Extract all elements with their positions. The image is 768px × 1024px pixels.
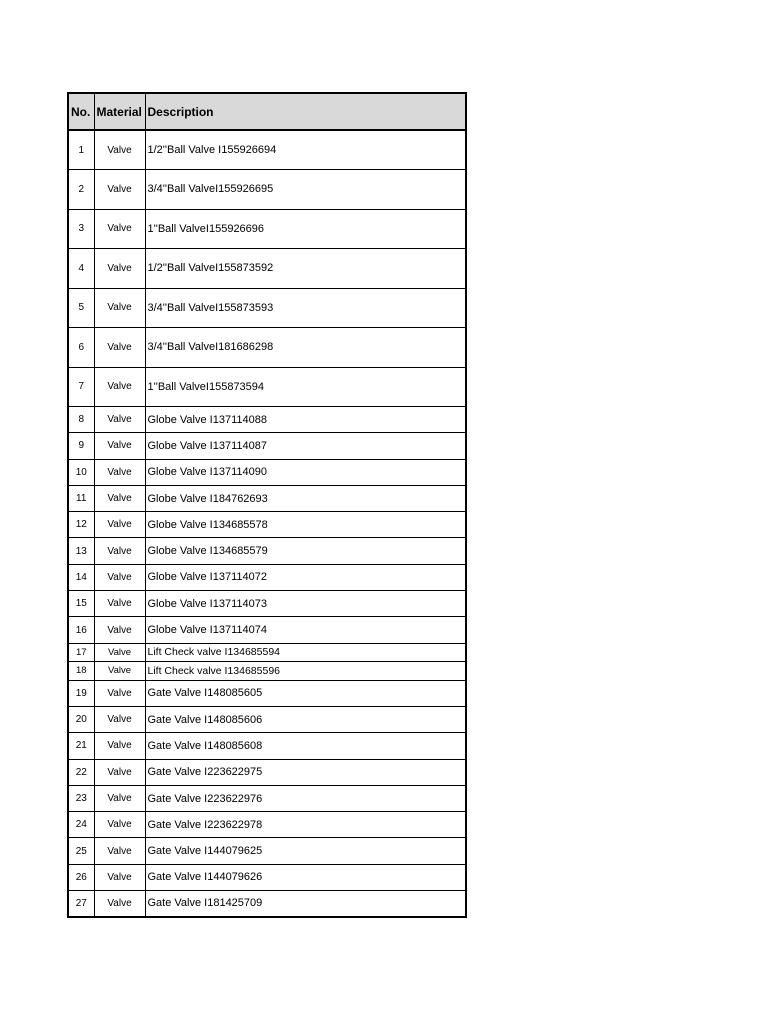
row-description: Gate Valve I148085606 [145,706,466,732]
row-material: Valve [94,512,145,538]
table-row [68,433,466,459]
table-row [68,328,466,368]
row-number: 5 [68,288,94,328]
row-description: Globe Valve I134685578 [145,512,466,538]
row-material: Valve [94,733,145,759]
row-number: 2 [68,170,94,210]
row-number: 21 [68,733,94,759]
row-material: Valve [94,407,145,433]
row-material: Valve [94,706,145,732]
table-row [68,538,466,564]
table-row [68,759,466,785]
row-material: Valve [94,288,145,328]
row-number: 20 [68,706,94,732]
row-material: Valve [94,459,145,485]
row-number: 11 [68,485,94,511]
row-material: Valve [94,591,145,617]
row-material: Valve [94,170,145,210]
row-material: Valve [94,367,145,407]
table-row [68,130,466,170]
row-material: Valve [94,433,145,459]
valve-table [67,92,467,918]
row-material: Valve [94,838,145,864]
table-row [68,407,466,433]
row-description: Gate Valve I223622976 [145,785,466,811]
table-row [68,591,466,617]
row-material: Valve [94,759,145,785]
row-number: 25 [68,838,94,864]
table-row [68,838,466,864]
row-material: Valve [94,643,145,662]
row-material: Valve [94,864,145,890]
table-row [68,864,466,890]
row-description: Gate Valve I144079626 [145,864,466,890]
row-number: 3 [68,209,94,249]
table-row [68,288,466,328]
row-description: Gate Valve I181425709 [145,891,466,917]
row-description: Globe Valve I137114074 [145,617,466,643]
row-number: 22 [68,759,94,785]
table-row [68,643,466,662]
table-row [68,680,466,706]
table-row [68,785,466,811]
row-number: 4 [68,249,94,289]
table-row [68,812,466,838]
row-number: 17 [68,643,94,662]
row-number: 27 [68,891,94,917]
row-number: 19 [68,680,94,706]
table-row [68,459,466,485]
row-material: Valve [94,209,145,249]
row-description: 1/2''Ball Valve I155926694 [145,130,466,170]
row-number: 18 [68,662,94,681]
row-description: 1/2''Ball ValveI155873592 [145,249,466,289]
row-description: 3/4''Ball ValveI155926695 [145,170,466,210]
table-row [68,367,466,407]
row-description: Globe Valve I137114073 [145,591,466,617]
row-description: Globe Valve I184762693 [145,485,466,511]
row-material: Valve [94,891,145,917]
row-material: Valve [94,564,145,590]
row-description: Globe Valve I137114088 [145,407,466,433]
row-material: Valve [94,662,145,681]
row-description: Lift Check valve I134685594 [145,643,466,662]
table-row [68,891,466,917]
row-description: Lift Check valve I134685596 [145,662,466,681]
row-number: 13 [68,538,94,564]
row-number: 8 [68,407,94,433]
table-row [68,249,466,289]
header-material: Material [94,93,145,130]
row-material: Valve [94,249,145,289]
row-description: 1''Ball ValveI155873594 [145,367,466,407]
row-material: Valve [94,130,145,170]
row-number: 1 [68,130,94,170]
table-row [68,617,466,643]
table-row [68,733,466,759]
row-material: Valve [94,812,145,838]
header-description: Description [145,93,466,130]
table-row [68,564,466,590]
row-description: Globe Valve I137114090 [145,459,466,485]
row-description: 3/4''Ball ValveI181686298 [145,328,466,368]
table-row [68,170,466,210]
row-description: Globe Valve I134685579 [145,538,466,564]
header-row [68,93,466,130]
row-description: Globe Valve I137114087 [145,433,466,459]
row-number: 16 [68,617,94,643]
row-number: 6 [68,328,94,368]
row-number: 24 [68,812,94,838]
row-description: 1''Ball ValveI155926696 [145,209,466,249]
row-number: 15 [68,591,94,617]
row-description: Gate Valve I148085605 [145,680,466,706]
row-number: 7 [68,367,94,407]
row-description: 3/4''Ball ValveI155873593 [145,288,466,328]
header-no: No. [68,93,94,130]
row-number: 12 [68,512,94,538]
row-description: Gate Valve I148085608 [145,733,466,759]
table-row [68,706,466,732]
row-description: Gate Valve I223622978 [145,812,466,838]
row-material: Valve [94,485,145,511]
row-number: 14 [68,564,94,590]
row-material: Valve [94,328,145,368]
table-row [68,662,466,681]
row-material: Valve [94,785,145,811]
row-description: Gate Valve I223622975 [145,759,466,785]
row-material: Valve [94,617,145,643]
table-row [68,512,466,538]
row-number: 26 [68,864,94,890]
row-description: Gate Valve I144079625 [145,838,466,864]
row-description: Globe Valve I137114072 [145,564,466,590]
table-row [68,209,466,249]
row-number: 9 [68,433,94,459]
row-material: Valve [94,538,145,564]
row-number: 10 [68,459,94,485]
row-number: 23 [68,785,94,811]
table-row [68,485,466,511]
row-material: Valve [94,680,145,706]
